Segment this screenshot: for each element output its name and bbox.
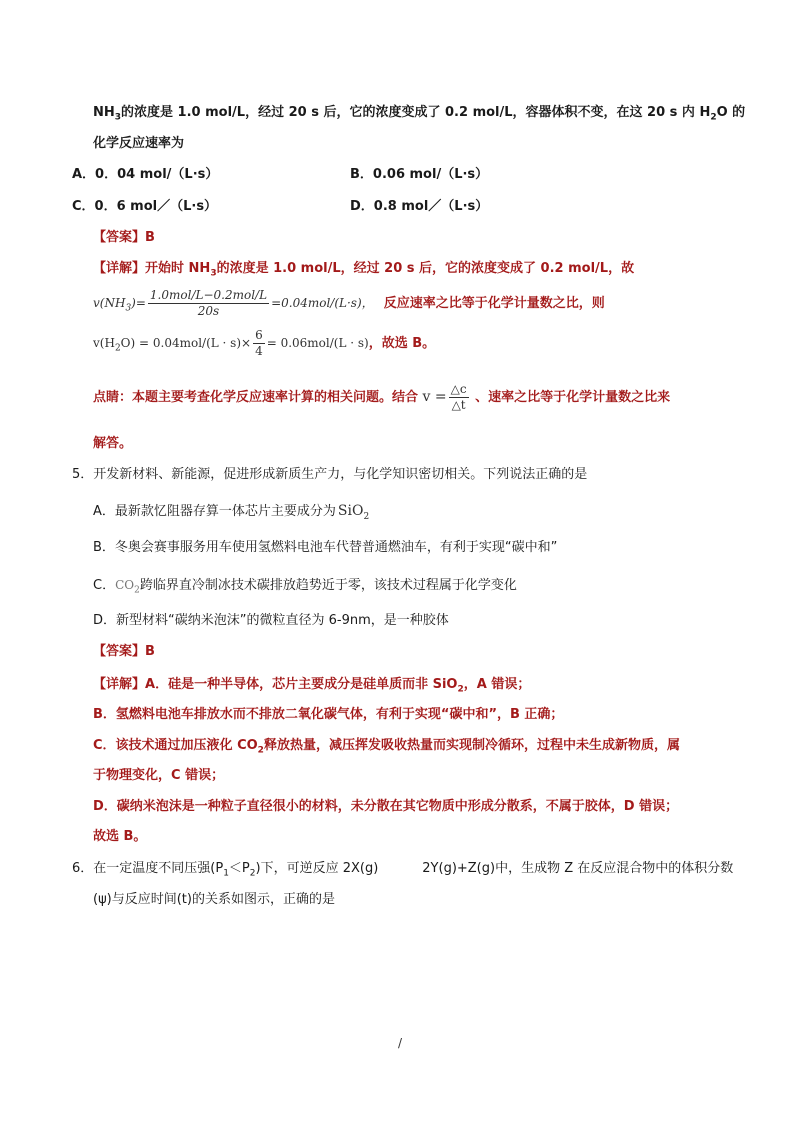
q4-stem-line2: 化学反应速率为: [93, 136, 185, 151]
q4-stem-line1: $NH_3$的浓度是 1.0 mol/L，经过 20 s 后，它的浓度变成了 0.2 mol/L，容器体积不变，在这 20 s 内 $H_2O$ 的: [93, 105, 746, 123]
q4-option-b: B．0.06 mol/（L·s）: [350, 167, 489, 182]
q4-formula-1: $v(NH_3)=$ $\frac{\text{1.0mol/L−0.2mol/L}}{20s}$ =0.04mol/(L·s)， 反应速率之比等于化学计量数之比，则: [93, 288, 605, 318]
q6-stem-line2: (ψ)与反应时间(t)的关系如图示，正确的是: [93, 892, 335, 907]
q5-detail-b: B．氢燃料电池车排放水而不排放二氧化碳气体，有利于实现“碳中和”，B 正确；: [93, 707, 564, 722]
q4-tip: 点睛：本题主要考查化学反应速率计算的相关问题。结合 v = $\frac{\triangle c}{\triangle t}$ 、速率之比等于化学计量数之比来: [93, 382, 671, 412]
q5-option-b: B．冬奥会赛事服务用车使用氢燃料电池车代替普通燃油车，有利于实现“碳中和”: [93, 540, 558, 555]
q5-option-a: A．最新款忆阻器存算一体芯片主要成分为 SiO$_2$: [93, 503, 370, 522]
q5-detail-c2: 于物理变化，C 错误；: [93, 768, 225, 783]
q4-detail-line1: 【详解】开始时 $NH_3$的浓度是 1.0 mol/L，经过 20 s 后，它的浓度变成了 0.2 mol/L，故: [93, 261, 635, 279]
q4-tip-line2: 解答。: [93, 436, 133, 451]
q5-detail-d: D．碳纳米泡沫是一种粒子直径很小的材料，未分散在其它物质中形成分散系，不属于胶体，D 错误；: [93, 799, 679, 814]
q5-option-d: D．新型材料“碳纳米泡沫”的微粒直径为 6-9nm，是一种胶体: [93, 613, 449, 628]
q4-option-d: D．0.8 mol／（L·s）: [350, 199, 489, 214]
q6-stem-line1: 6．在一定温度不同压强$(P_1<P_2)$下，可逆反应 2X(g) 2Y(g)+Z(g)中，生成物 Z 在反应混合物中的体积分数: [72, 861, 734, 879]
q4-answer: 【答案】B: [93, 230, 155, 245]
page-number: /: [398, 1036, 403, 1050]
q4-formula-2: $v(H_2O) = 0.04mol/(L \cdot s)\times$ $\frac{6}{4}$ = 0.06mol/(L · s)，故选 B。: [93, 328, 436, 358]
q5-detail-a: 【详解】A．硅是一种半导体，芯片主要成分是硅单质而非 SiO$_2$，A 错误；: [93, 677, 531, 695]
q4-option-a: A．0．04 mol/（L·s）: [72, 167, 219, 182]
q5-conclusion: 故选 B。: [93, 829, 147, 844]
q5-stem: 5．开发新材料、新能源，促进形成新质生产力，与化学知识密切相关。下列说法正确的是: [72, 467, 588, 482]
q5-option-c: C．$CO_2$跨临界直冷制冰技术碳排放趋势近于零，该技术过程属于化学变化: [93, 578, 517, 596]
q5-detail-c1: C．该技术通过加压液化 $CO_2$释放热量，减压挥发吸收热量而实现制冷循环，过程中未生成新物质，属: [93, 738, 680, 756]
q4-option-c: C．0．6 mol／（L·s）: [72, 199, 218, 214]
q5-answer: 【答案】B: [93, 644, 155, 659]
